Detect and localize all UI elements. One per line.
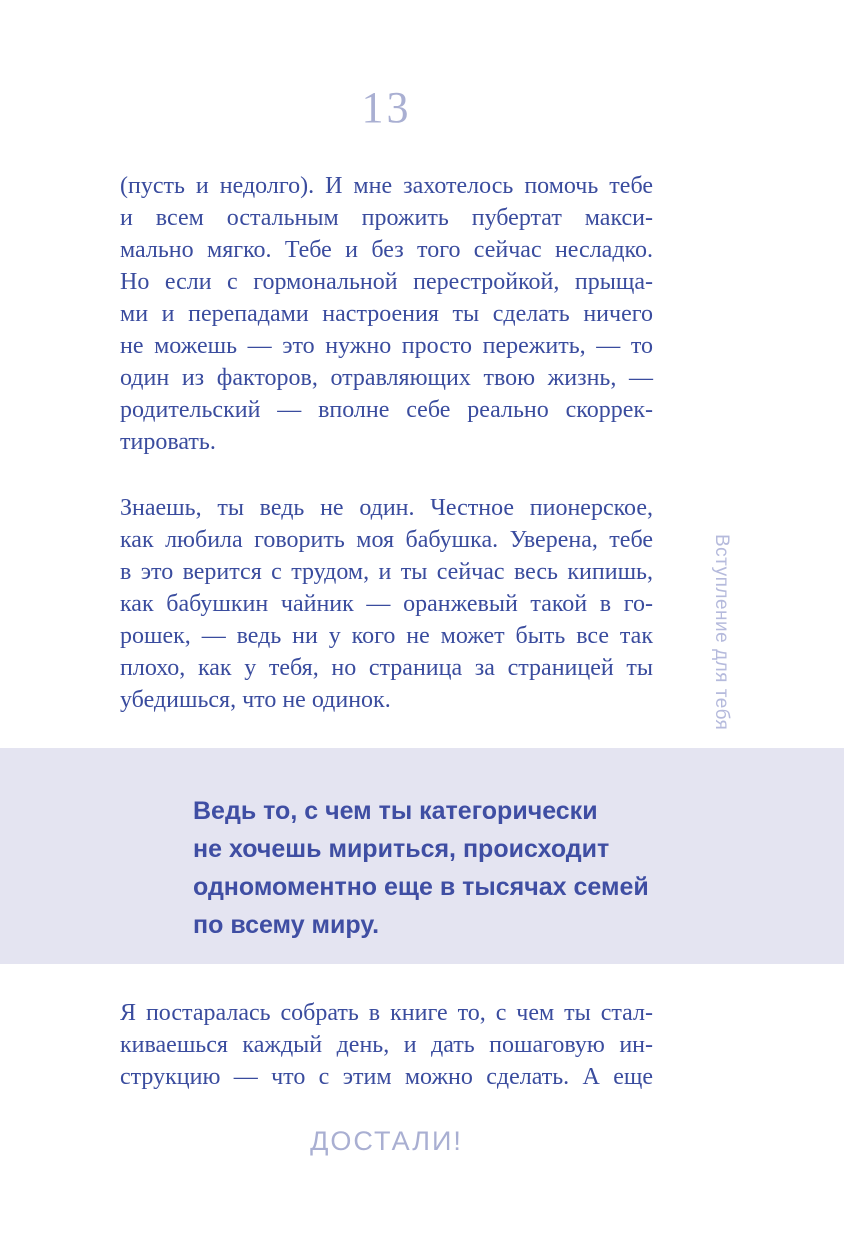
- chapter-sidebar-label: Вступление для тебя: [711, 534, 732, 731]
- body-line: ми и перепадами настроения ты сделать ничего: [120, 301, 653, 327]
- body-line: Я постаралась собрать в книге то, с чем ты стал-: [120, 1000, 653, 1026]
- body-line: не можешь — это нужно просто пережить, — то: [120, 333, 653, 359]
- page-number: 13: [361, 83, 412, 132]
- body-line: киваешься каждый день, и дать пошаговую ин-: [120, 1032, 653, 1058]
- callout-line: одномоментно еще в тысячах семей: [193, 873, 649, 901]
- running-title: ДОСТАЛИ!: [310, 1126, 463, 1156]
- body-line: рошек, — ведь ни у кого не может быть все так: [120, 623, 653, 649]
- callout-line: по всему миру.: [193, 911, 380, 939]
- body-line: плохо, как у тебя, но страница за страницей ты: [120, 655, 653, 681]
- paragraph-2: [120, 492, 653, 716]
- body-line: как бабушкин чайник — оранжевый такой в го-: [120, 591, 653, 617]
- body-line: мально мягко. Тебе и без того сейчас несладко.: [120, 237, 653, 263]
- paragraph-1: [120, 170, 653, 458]
- body-line: (пусть и недолго). И мне захотелось помочь тебе: [120, 173, 653, 199]
- callout-line: Ведь то, с чем ты категорически: [193, 797, 598, 825]
- callout-line: не хочешь мириться, происходит: [193, 835, 610, 863]
- body-line: как любила говорить моя бабушка. Уверена, тебе: [120, 527, 653, 553]
- body-line: один из факторов, отравляющих твою жизнь, —: [120, 365, 653, 391]
- body-line: Знаешь, ты ведь не один. Честное пионерское,: [120, 495, 653, 521]
- body-line: убедишься, что не одинок.: [120, 687, 391, 713]
- paragraph-3: [120, 997, 653, 1093]
- body-line: в это верится с трудом, и ты сейчас весь кипишь,: [120, 559, 653, 585]
- body-line: родительский — вполне себе реально скоррек-: [120, 397, 653, 423]
- body-line: Но если с гормональной перестройкой, прыща-: [120, 269, 653, 295]
- body-line: струкцию — что с этим можно сделать. А еще: [120, 1064, 653, 1090]
- body-line: и всем остальным прожить пубертат макси-: [120, 205, 653, 231]
- body-line: тировать.: [120, 429, 216, 455]
- callout-block: [0, 748, 844, 964]
